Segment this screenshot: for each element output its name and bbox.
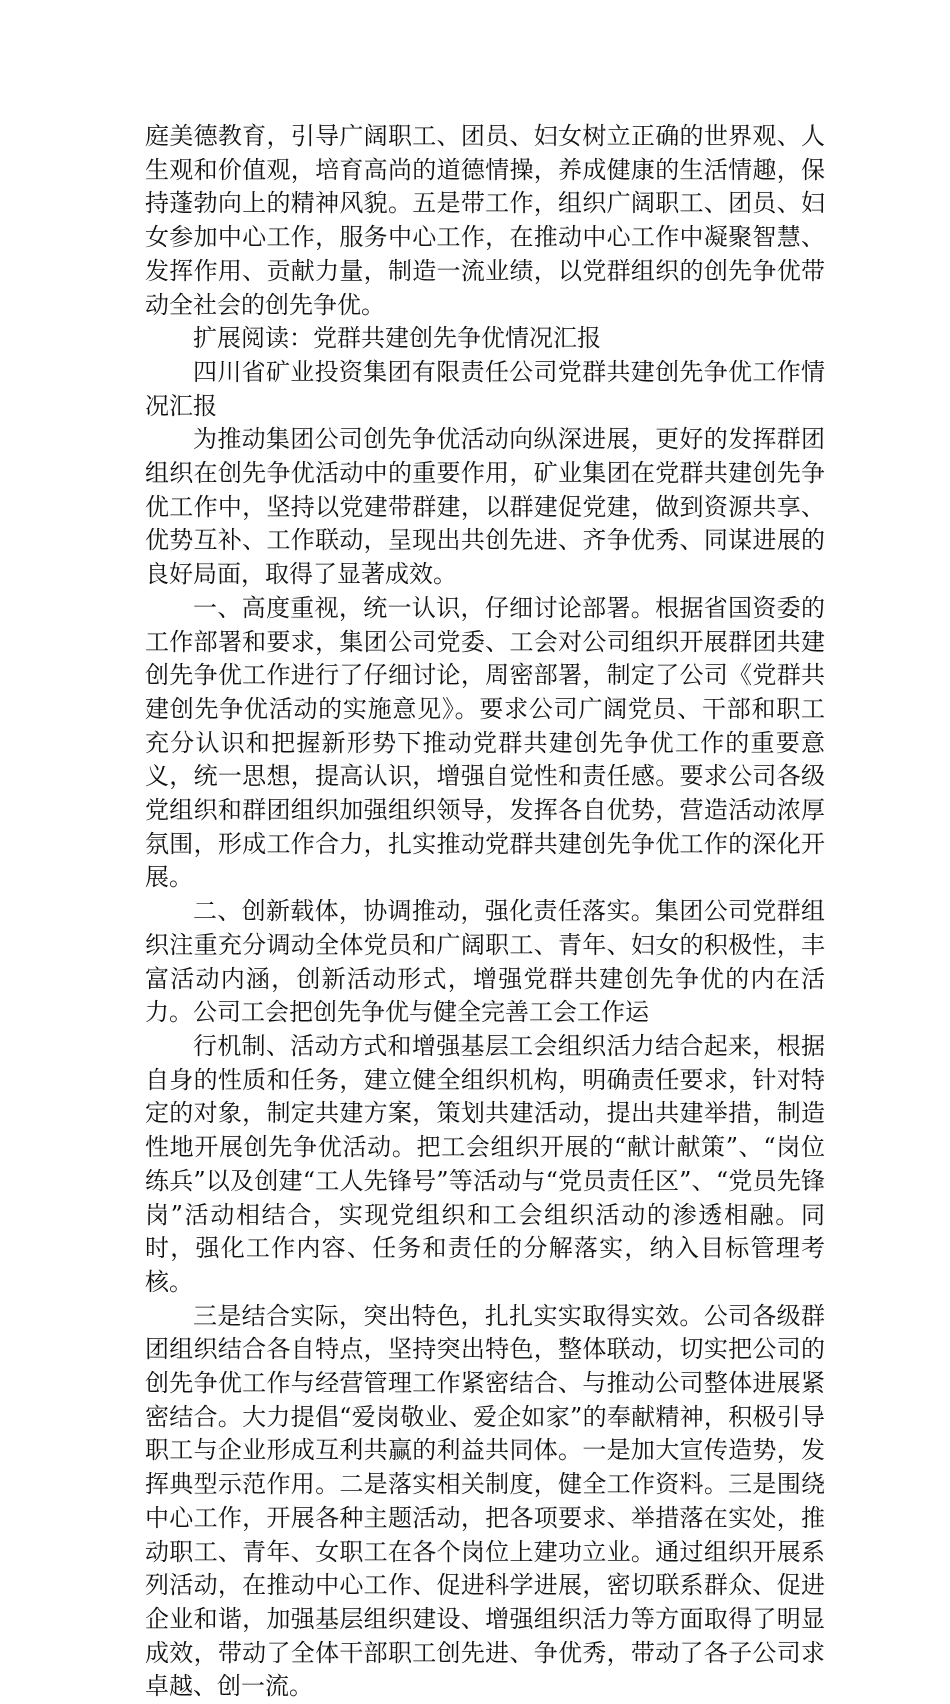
paragraph-section-three: 三是结合实际，突出特色，扎扎实实取得实效。公司各级群团组织结合各自特点，坚持突出特色，整体联动，切实把公司的创先争优工作与经营管理工作紧密结合、与推动公司整体进展紧密结合。大力提倡“爱岗敬业、爱企如家”的奉献精神，积极引导职工与企业形成互利共赢的利益共同体。一是加大宣传造势，发挥典型示范作用。二是落实相关制度，健全工作资料。三是围绕中心工作，开展各种主题活动，把各项要求、举措落在实处，推动职工、青年、女职工在各个岗位上建功立业。通过组织开展系列活动，在推动中心工作、促进科学进展，密切联系群众、促进企业和谐，加强基层组织建设、增强组织活力等方面取得了明显成效，带动了全体干部职工创先进、争优秀，带动了各子公司求卓越、创一流。 (145, 1301, 825, 1701)
paragraph-report-title: 四川省矿业投资集团有限责任公司党群共建创先争优工作情况汇报 (145, 357, 825, 420)
paragraph-section-two: 二、创新载体，协调推动，强化责任落实。集团公司党群组织注重充分调动全体党员和广阔职工、青年、妇女的积极性，丰富活动内涵，创新活动形式，增强党群共建创先争优的内在活力。公司工会把创先争优与健全完善工会工作运 (145, 897, 825, 1027)
paragraph-section-two-continued: 行机制、活动方式和增强基层工会组织活力结合起来，根据自身的性质和任务，建立健全组织机构，明确责任要求，针对特定的对象，制定共建方案，策划共建活动，提出共建举措，制造性地开展创先争优活动。把工会组织开展的“献计献策”、“岗位练兵”以及创建“工人先锋号”等活动与“党员责任区”、“党员先锋岗”活动相结合，实现党组织和工会组织活动的渗透相融。同时，强化工作内容、任务和责任的分解落实，纳入目标管理考核。 (145, 1031, 825, 1296)
paragraph-extended-reading-title: 扩展阅读：党群共建创先争优情况汇报 (193, 324, 601, 353)
paragraph-intro: 为推动集团公司创先争优活动向纵深进展，更好的发挥群团组织在创先争优活动中的重要作用，矿业集团在党群共建创先争优工作中，坚持以党建带群建，以群建促党建，做到资源共享、优势互补、工作联动，呈现出共创先进、齐争优秀、同谋进展的良好局面，取得了显著成效。 (145, 425, 825, 589)
paragraph-continuation: 庭美德教育，引导广阔职工、团员、妇女树立正确的世界观、人生观和价值观，培育高尚的道德情操，养成健康的生活情趣，保持蓬勃向上的精神风貌。五是带工作，组织广阔职工、团员、妇女参加中心工作，服务中心工作，在推动中心工作中凝聚智慧、发挥作用、贡献力量，制造一流业绩，以党群组织的创先争优带动全社会的创先争优。 (145, 122, 825, 319)
paragraph-section-one: 一、高度重视，统一认识，仔细讨论部署。根据省国资委的工作部署和要求，集团公司党委、工会对公司组织开展群团共建创先争优工作进行了仔细讨论，周密部署，制定了公司《党群共建创先争优活动的实施意见》。要求公司广阔党员、干部和职工充分认识和把握新形势下推动党群共建创先争优工作的重要意义，统一思想，提高认识，增强自觉性和责任感。要求公司各级党组织和群团组织加强组织领导，发挥各自优势，营造活动浓厚氛围，形成工作合力，扎实推动党群共建创先争优工作的深化开展。 (145, 593, 825, 892)
document-page (145, 120, 825, 1704)
